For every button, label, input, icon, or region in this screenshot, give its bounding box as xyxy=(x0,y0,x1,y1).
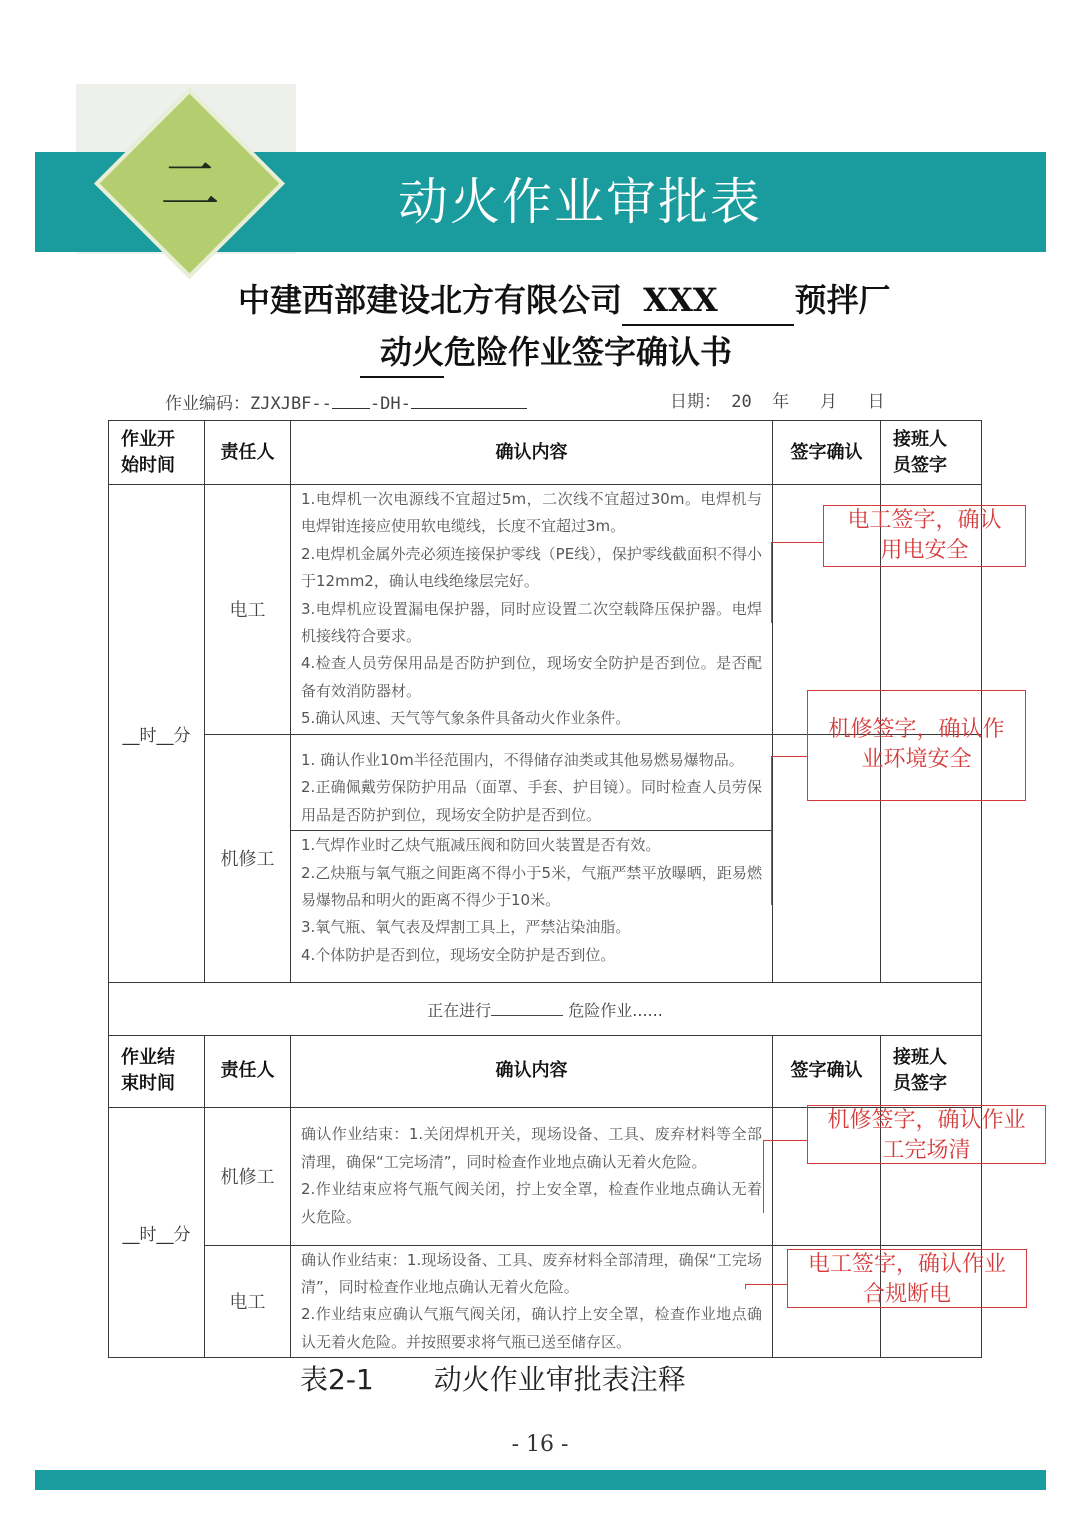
mechanic-end-checklist: 确认作业结束：1.关闭焊机开关，现场设备、工具、废弃材料等全部清理，确保“工完场清”，同时检查作业地点确认无着火危险。 2.作业结束应将气瓶气阀关闭，拧上安全罩，检查作业地点确认无着火危险。 xyxy=(291,1107,773,1245)
start-header-row xyxy=(109,421,982,485)
person-electrician-end: 电工 xyxy=(205,1245,291,1358)
start-time-header: 作业开始时间 xyxy=(109,421,205,485)
end-person-header: 责任人 xyxy=(205,1035,291,1107)
work-type-blank: 动火 xyxy=(360,328,444,378)
annotation-mechanic-end: 机修签字，确认作业工完场清 xyxy=(807,1105,1046,1164)
electrician-checklist: 1.电焊机一次电源线不宜超过5m，二次线不宜超过30m。电焊机与电焊钳连接应使用软电缆线，长度不宜超过3m。 2.电焊机金属外壳必须连接保护零线（PE线），保护零线截面积不得小于12mm2，确认电线绝缘层完好。 3.电焊机应设置漏电保护器，同时应设置二次空载降压保护器。电焊机接线符合要求。 4.检查人员劳保用品是否防护到位，现场安全防护是否到位。是否配备有效消防器材。 5.确认风速、天气等气象条件具备动火作业条件。 xyxy=(291,485,773,735)
page-title: 动火作业审批表 xyxy=(398,173,762,231)
page-number: - 16 - xyxy=(511,1432,569,1457)
end-sign-header: 签字确认 xyxy=(773,1035,881,1107)
section-number: 二 xyxy=(160,151,220,221)
end-content-header: 确认内容 xyxy=(291,1035,773,1107)
annotation-connector xyxy=(771,756,808,905)
start-sign-header: 签字确认 xyxy=(773,421,881,485)
work-date: 日期： 20 年 月 日 xyxy=(670,392,885,412)
start-successor-header: 接班人员签字 xyxy=(881,421,982,485)
footer-bar xyxy=(35,1470,1046,1490)
annotation-mechanic-start: 机修签字，确认作业环境安全 xyxy=(807,690,1026,801)
table-caption: 表2-1 动火作业审批表注释 xyxy=(300,1363,686,1396)
person-mechanic-end: 机修工 xyxy=(205,1107,291,1245)
person-electrician: 电工 xyxy=(205,485,291,735)
person-mechanic: 机修工 xyxy=(205,734,291,982)
electrician-end-checklist: 确认作业结束：1.现场设备、工具、废弃材料全部清理，确保“工完场清”，同时检查作业地点确认无着火危险。 2.作业结束应确认气瓶气阀关闭，确认拧上安全罩，检查作业地点确认无着火危险。并按照要求将气瓶已送至储存区。 xyxy=(291,1245,773,1358)
plant-label: 预拌厂 xyxy=(794,281,891,319)
start-person-header: 责任人 xyxy=(205,421,291,485)
end-time-cell: __时__分 xyxy=(109,1107,205,1358)
end-successor-header: 接班人员签字 xyxy=(881,1035,982,1107)
progress-row: 正在进行 危险作业...... xyxy=(109,982,982,1035)
doc-title-line2 xyxy=(360,328,732,378)
annotation-connector xyxy=(745,1284,788,1289)
mechanic-checklist: 1. 确认作业10m半径范围内，不得储存油类或其他易燃易爆物品。 2.正确佩戴劳保防护用品（面罩、手套、护目镜）。同时检查人员劳保用品是否防护到位，现场安全防护是否到位。 1.气焊作业时乙炔气瓶减压阀和防回火装置是否有效。 2.乙炔瓶与氧气瓶之间距离不得小于5米，气瓶严禁平放曝晒，距易燃易爆物品和明火的距离不得少于10米。 3.氧气瓶、氧气表及焊割工具上，严禁沾染油脂。 4.个体防护是否到位，现场安全防护是否到位。 xyxy=(291,734,773,982)
doc-title-line1 xyxy=(238,276,891,326)
annotation-electrician-start: 电工签字，确认用电安全 xyxy=(823,505,1026,567)
company-name: 中建西部建设北方有限公司 xyxy=(238,281,623,319)
annotation-connector xyxy=(763,1140,808,1213)
start-content-header: 确认内容 xyxy=(291,421,773,485)
work-code: 作业编码：ZJXJBF-- -DH- xyxy=(165,390,527,416)
annotation-connector xyxy=(771,542,824,623)
start-time-cell: __时__分 xyxy=(109,485,205,983)
end-time-header: 作业结束时间 xyxy=(109,1035,205,1107)
plant-name-blank: XXX xyxy=(622,276,794,326)
annotation-electrician-end: 电工签字，确认作业合规断电 xyxy=(787,1249,1027,1308)
doc-name: 危险作业签字确认书 xyxy=(444,333,733,371)
end-header-row xyxy=(109,1035,982,1107)
